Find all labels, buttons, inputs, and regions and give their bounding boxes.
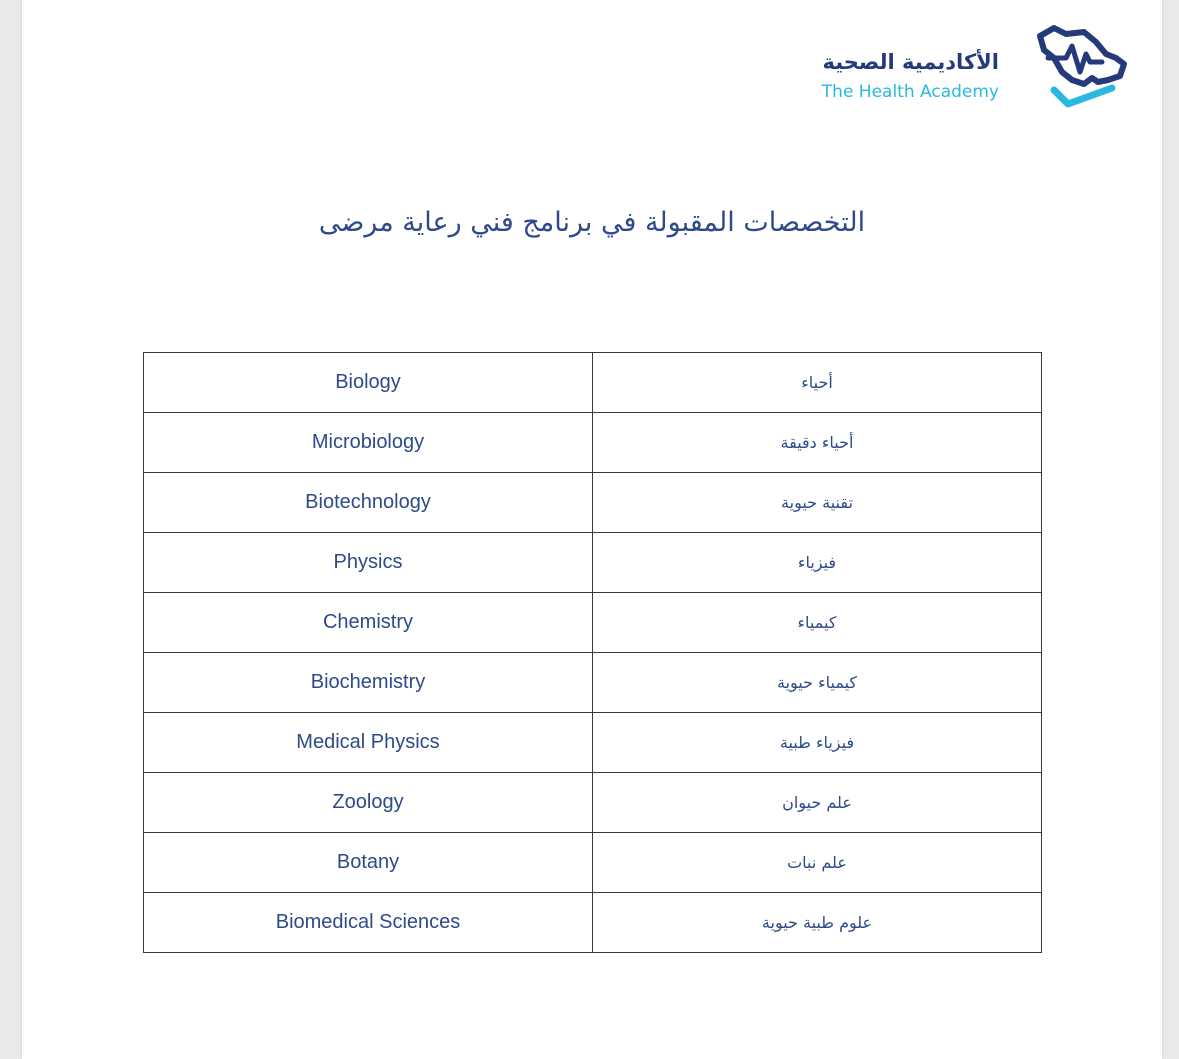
major-english: Biomedical Sciences xyxy=(144,893,593,953)
document-page xyxy=(22,0,1162,1059)
major-english: Biochemistry xyxy=(144,653,593,713)
major-arabic: كيمياء xyxy=(593,593,1042,653)
table-row xyxy=(144,833,1042,893)
major-arabic: تقنية حيوية xyxy=(593,473,1042,533)
major-english: Biology xyxy=(144,353,593,413)
page-title: التخصصات المقبولة في برنامج فني رعاية مرضى xyxy=(318,207,866,238)
table-row xyxy=(144,413,1042,473)
major-english: Zoology xyxy=(144,773,593,833)
major-arabic: أحياء xyxy=(593,353,1042,413)
major-english: Botany xyxy=(144,833,593,893)
major-arabic: علم نبات xyxy=(593,833,1042,893)
major-english: Microbiology xyxy=(144,413,593,473)
heartbeat-map-icon xyxy=(1032,24,1132,109)
major-english: Chemistry xyxy=(144,593,593,653)
table-row xyxy=(144,893,1042,953)
major-arabic: علوم طبية حيوية xyxy=(593,893,1042,953)
major-english: Medical Physics xyxy=(144,713,593,773)
major-english: Biotechnology xyxy=(144,473,593,533)
table-row xyxy=(144,653,1042,713)
table-row xyxy=(144,533,1042,593)
major-arabic: فيزياء طبية xyxy=(593,713,1042,773)
accepted-majors-table xyxy=(143,352,1042,953)
table-row xyxy=(144,593,1042,653)
major-english: Physics xyxy=(144,533,593,593)
health-academy-logo xyxy=(821,24,1132,114)
table-row xyxy=(144,353,1042,413)
logo-english-name: The Health Academy xyxy=(821,82,999,102)
major-arabic: أحياء دقيقة xyxy=(593,413,1042,473)
major-arabic: كيمياء حيوية xyxy=(593,653,1042,713)
major-arabic: علم حيوان xyxy=(593,773,1042,833)
table-row xyxy=(144,773,1042,833)
logo-arabic-name: الأكاديمية الصحية xyxy=(822,50,999,74)
table-row xyxy=(144,713,1042,773)
major-arabic: فيزياء xyxy=(593,533,1042,593)
table-row xyxy=(144,473,1042,533)
